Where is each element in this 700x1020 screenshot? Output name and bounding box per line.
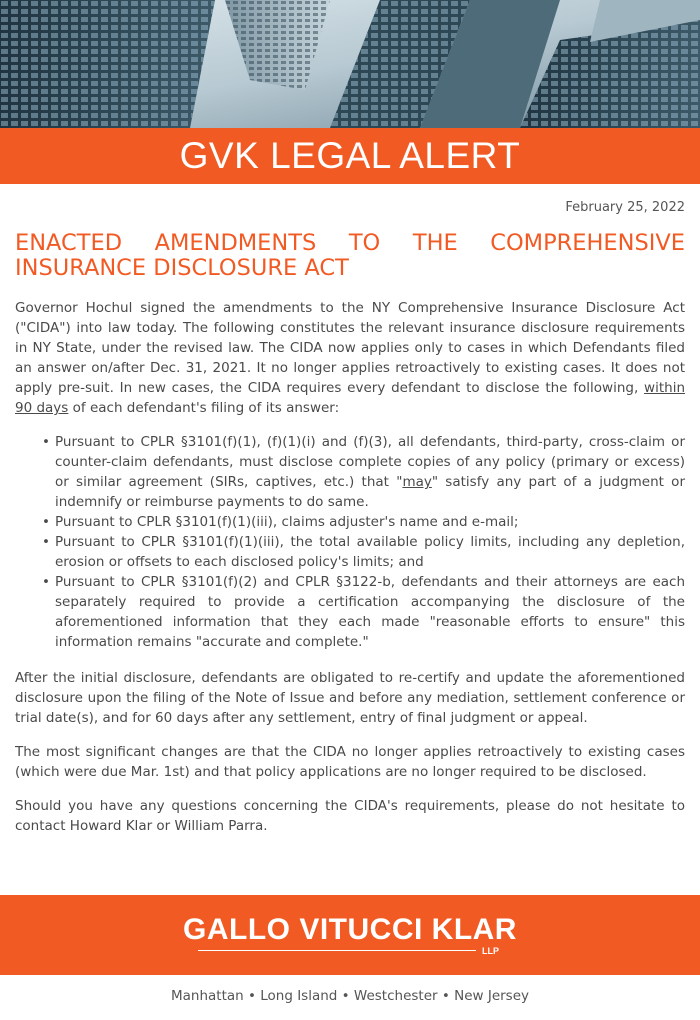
headline-line-1: ENACTED AMENDMENTS TO THE COMPREHENSIVE <box>15 230 685 256</box>
list-item-underlined: may <box>402 474 432 490</box>
intro-paragraph <box>15 298 685 418</box>
intro-underlined: within 90 days <box>15 380 685 416</box>
article <box>0 199 700 836</box>
bullet-icon: • <box>42 514 50 530</box>
list-item-text: Pursuant to CPLR §3101(f)(2) and CPLR §3122-b, defendants and their attorneys are each separately required to provide a certification accompanying the disclosure of the aforementioned information that they each made "reasonable efforts to ensure" this information remains "accurate and complete." <box>55 574 685 650</box>
hero-image <box>0 0 700 128</box>
list-item <box>42 432 685 512</box>
list-item <box>42 532 685 572</box>
intro-text: Governor Hochul signed the amendments to the NY Comprehensive Insurance Disclosure Act ("CIDA") into law today. The following constitutes the relevant insurance disclosure requirements in NY State, under the revised law. The CIDA now applies only to cases in which Defendants filed an answer on/after Dec. 31, 2021. It no longer applies retroactively to existing cases. It does not apply pre-suit. In new cases, the CIDA requires every defendant to disclose the following, <box>15 300 685 396</box>
recertify-paragraph: After the initial disclosure, defendants are obligated to re-certify and update the aforementioned disclosure upon the filing of the Note of Issue and before any mediation, settlement conference or trial date(s), and for 60 days after any settlement, entry of final judgment or appeal. <box>15 670 685 726</box>
publication-date: February 25, 2022 <box>565 200 685 215</box>
intro-text-end: of each defendant's filing of its answer: <box>68 400 340 416</box>
list-item-text: Pursuant to CPLR §3101(f)(1)(iii), claims adjuster's name and e-mail; <box>55 514 519 530</box>
logo-underline <box>198 950 476 951</box>
headline-line-2: INSURANCE DISCLOSURE ACT <box>15 255 349 281</box>
bullet-icon: • <box>42 574 50 590</box>
logo-llp: LLP <box>482 946 499 956</box>
list-item-text: Pursuant to CPLR §3101(f)(1), (f)(1)(i) and (f)(3), all defendants, third-party, cross-claim or counter-claim defendants, must disclose complete copies of any policy (primary or excess) or similar agreement (SIRs, captives, etc.) that " <box>55 434 685 490</box>
list-item-text: Pursuant to CPLR §3101(f)(1)(iii), the total available policy limits, including any depletion, erosion or offsets to each disclosed policy's limits; and <box>55 534 685 570</box>
requirements-list <box>15 432 685 652</box>
bullet-icon: • <box>42 534 50 550</box>
headline <box>15 231 685 281</box>
changes-paragraph: The most significant changes are that the CIDA no longer applies retroactively to existing cases (which were due Mar. 1st) and that policy applications are no longer required to be disclosed. <box>15 744 685 780</box>
bullet-icon: • <box>42 434 50 450</box>
list-item <box>42 512 685 532</box>
footer-banner <box>0 895 700 975</box>
banner-title: GVK LEGAL ALERT <box>0 128 700 184</box>
list-item-text-end: " satisfy any part of a judgment or indemnify or reimburse payments to do same. <box>55 474 685 510</box>
office-locations: Manhattan • Long Island • Westchester • New Jersey <box>170 988 530 1004</box>
firm-logo: GALLO VITUCCI KLAR <box>183 913 517 946</box>
contact-paragraph: Should you have any questions concerning the CIDA's requirements, please do not hesitate to contact Howard Klar or William Parra. <box>15 798 685 834</box>
skyscraper-illustration <box>0 0 700 128</box>
list-item <box>42 572 685 652</box>
